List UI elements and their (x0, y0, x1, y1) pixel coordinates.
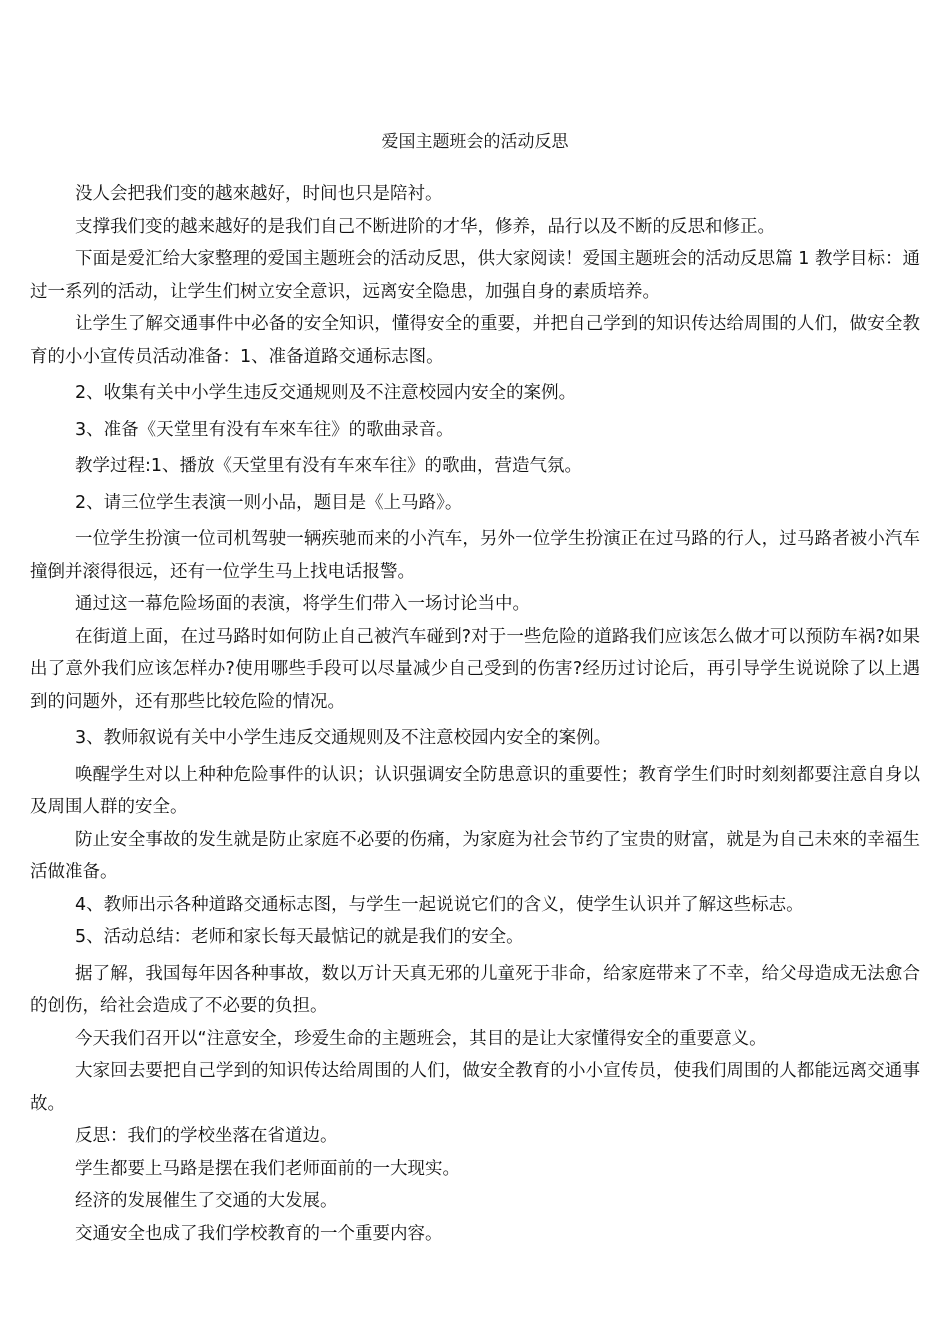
paragraph: 反思：我们的学校坐落在省道边。 (75, 1126, 338, 1146)
paragraph: 5、活动总结：老师和家长每天最惦记的就是我们的安全。 (75, 927, 524, 947)
document-body (30, 178, 920, 1250)
paragraph: 2、请三位学生表演一则小品，题目是《上马路》。 (75, 492, 463, 513)
paragraph: 4、教师出示各种道路交通标志图，与学生一起说说它们的含义，使学生认识并了解这些标志。 (75, 894, 804, 915)
paragraph: 大家回去要把自己学到的知识传达给周围的人们，做安全教育的小小宣传员，使我们周围的人都能远离交通事故。 (30, 1061, 920, 1114)
paragraph: 3、准备《天堂里有没有车來车往》的歌曲录音。 (75, 419, 454, 440)
paragraph: 教学过程:1、播放《天堂里有没有车來车往》的歌曲，营造气氛。 (75, 456, 583, 476)
paragraph: 在街道上面，在过马路时如何防止自己被汽车碰到?对于一些危险的道路我们应该怎么做才可以预防车祸?如果出了意外我们应该怎样办?使用哪些手段可以尽量减少自己受到的伤害?经历过讨论后，再引导学生说说除了以上遇到的问题外，还有那些比较危险的情况。 (30, 626, 920, 712)
paragraph: 3、教师叙说有关中小学生违反交通规则及不注意校园内安全的案例。 (75, 728, 612, 748)
paragraph: 2、收集有关中小学生违反交通规则及不注意校园内安全的案例。 (75, 383, 577, 403)
paragraph: 一位学生扮演一位司机驾驶一辆疾驰而来的小汽车，另外一位学生扮演正在过马路的行人，过马路者被小汽车撞倒并滚得很远，还有一位学生马上找电话报警。 (30, 529, 920, 582)
paragraph: 没人会把我们变的越來越好，时间也只是陪衬。 (75, 184, 443, 204)
paragraph: 防止安全事故的发生就是防止家庭不必要的伤痛，为家庭为社会节约了宝贵的财富，就是为自己未來的幸福生活做准备。 (30, 829, 920, 882)
paragraph: 学生都要上马路是摆在我们老师面前的一大现实。 (75, 1158, 460, 1179)
paragraph: 支撑我们变的越来越好的是我们自己不断进阶的才华，修养，品行以及不断的反思和修正。 (75, 216, 775, 237)
paragraph: 交通安全也成了我们学校教育的一个重要内容。 (75, 1223, 443, 1244)
paragraph: 据了解，我国每年因各种事故，数以万计天真无邪的儿童死于非命，给家庭带来了不幸，给父母造成无法愈合的创伤，给社会造成了不必要的负担。 (30, 963, 920, 1016)
document-title: 爱国主题班会的活动反思 (381, 132, 569, 152)
paragraph: 经济的发展催生了交通的大发展。 (75, 1191, 338, 1211)
paragraph: 唤醒学生对以上种种危险事件的认识；认识强调安全防患意识的重要性；教育学生们时时刻刻都要注意自身以及周围人群的安全。 (30, 764, 920, 817)
paragraph: 让学生了解交通事件中必备的安全知识，懂得安全的重要，并把自己学到的知识传达给周围的人们，做安全教育的小小宣传员活动准备：1、准备道路交通标志图。 (30, 314, 920, 367)
paragraph: 下面是爱汇给大家整理的爱国主题班会的活动反思，供大家阅读！爱国主题班会的活动反思篇 1 教学目标：通过一系列的活动，让学生们树立安全意识，远离安全隐患，加强自身的素质培养。 (30, 249, 920, 302)
paragraph: 通过这一幕危险场面的表演，将学生们带入一场讨论当中。 (75, 594, 530, 614)
paragraph: 今天我们召开以“注意安全，珍爱生命的主题班会，其目的是让大家懂得安全的重要意义。 (75, 1028, 767, 1049)
